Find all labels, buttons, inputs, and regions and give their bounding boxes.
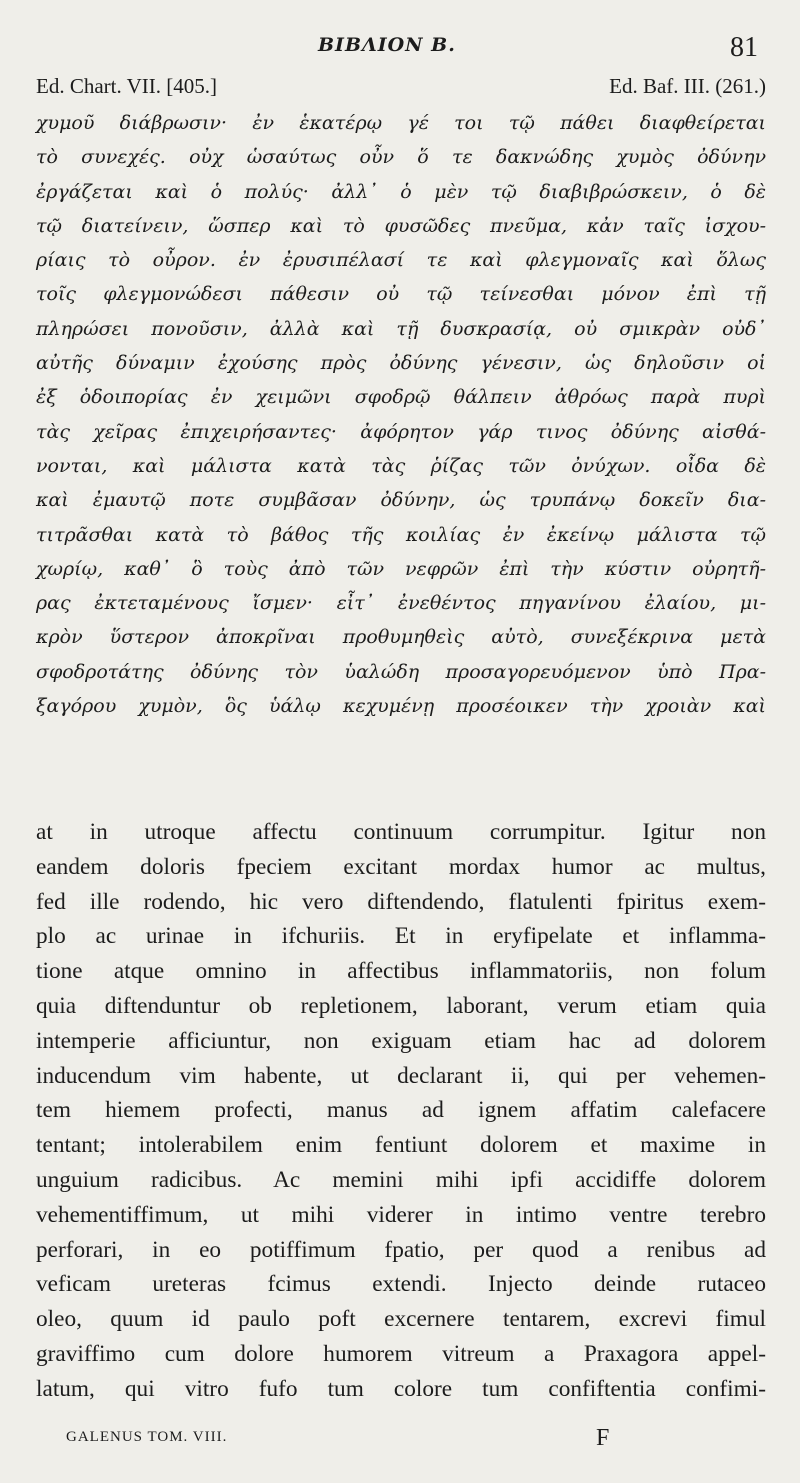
greek-text-block xyxy=(36,106,766,723)
greek-line: νονται, καὶ μάλιστα κατὰ τὰς ῥίζας τῶν ὀνύχων. οἶδα δὲ xyxy=(36,454,766,477)
page-number: 81 xyxy=(730,32,758,63)
running-head xyxy=(0,32,800,62)
edition-ref-basel: Ed. Baf. III. (261.) xyxy=(609,74,766,98)
greek-line: τὰς χεῖρας ἐπιχειρήσαντες· ἀφόρητον γάρ τινος ὀδύνης αἰσθά- xyxy=(36,420,766,443)
footer-signature: GALENUS TOM. VIII. xyxy=(66,1429,228,1445)
greek-line: ἐργάζεται καὶ ὁ πολύς· ἀλλ᾽ ὁ μὲν τῷ διαβιβρώσκειν, ὁ δὲ xyxy=(36,180,766,203)
edition-ref-chartier: Ed. Chart. VII. [405.] xyxy=(36,74,217,98)
running-head-title: BIBΛΙΟΝ B. xyxy=(318,34,456,56)
footer-signature-mark: F xyxy=(596,1425,610,1451)
latin-line: vehementiffimum, ut mihi viderer in intimo ventre terebro xyxy=(36,1201,766,1228)
greek-line: ἐξ ὁδοιπορίας ἐν χειμῶνι σφοδρῷ θάλπειν ἀθρόως παρὰ πυρὶ xyxy=(36,386,766,409)
greek-line: χυμοῦ διάβρωσιν· ἐν ἑκατέρῳ γέ τοι τῷ πάθει διαφθείρεται xyxy=(36,112,766,134)
latin-line: oleo, quum id paulo poft excernere tentarem, excrevi fimul xyxy=(36,1306,766,1333)
greek-line: τοῖς φλεγμονώδεσι πάθεσιν οὐ τῷ τείνεσθαι μόνον ἐπὶ τῇ xyxy=(36,283,766,306)
latin-line: intemperie afficiuntur, non exiguam etiam hac ad dolorem xyxy=(36,1027,766,1054)
latin-line: unguium radicibus. Ac memini mihi ipfi accidiffe dolorem xyxy=(36,1166,766,1193)
latin-line: plo ac urinae in ifchuriis. Et in eryfipelate et inflamma- xyxy=(36,923,766,950)
latin-line: at in utroque affectu continuum corrumpitur. Igitur non xyxy=(36,819,766,845)
greek-line: ξαγόρου χυμὸν, ὃς ὑάλῳ κεχυμένῃ προσέοικεν τὴν χροιὰν καὶ xyxy=(36,695,766,718)
greek-line: τὸ συνεχές. οὐχ ὡσαύτως οὖν ὅ τε δακνώδης χυμὸς ὀδύνην xyxy=(36,146,766,169)
latin-line: tentant; intolerabilem enim fentiunt dolorem et maxime in xyxy=(36,1132,766,1159)
greek-line: αὐτῆς δύναμιν ἐχούσης πρὸς ὀδύνης γένεσιν, ὡς δηλοῦσιν οἱ xyxy=(36,352,766,375)
latin-line: fed ille rodendo, hic vero diftendendo, flatulenti fpiritus exem- xyxy=(36,888,766,915)
greek-line: τιτρᾶσθαι κατὰ τὸ βάθος τῆς κοιλίας ἐν ἐκείνῳ μάλιστα τῷ xyxy=(36,523,766,546)
greek-line: τῷ διατείνειν, ὥσπερ καὶ τὸ φυσῶδες πνεῦμα, κἀν ταῖς ἰσχου- xyxy=(36,214,766,237)
greek-line: σφοδροτάτης ὀδύνης τὸν ὑαλώδη προσαγορευόμενον ὑπὸ Πρα- xyxy=(36,660,766,683)
greek-line: ρίαις τὸ οὖρον. ἐν ἐρυσιπέλασί τε καὶ φλεγμοναῖς καὶ ὅλως xyxy=(36,249,766,272)
greek-line: πληρώσει πονοῦσιν, ἀλλὰ καὶ τῇ δυσκρασίᾳ, οὐ σμικρὰν οὐδ᾽ xyxy=(36,317,766,340)
latin-line: tione atque omnino in affectibus inflammatoriis, non folum xyxy=(36,958,766,985)
latin-line: tem hiemem profecti, manus ad ignem affatim calefacere xyxy=(36,1097,766,1124)
greek-line: καὶ ἐμαυτῷ ποτε συμβᾶσαν ὀδύνην, ὡς τρυπάνῳ δοκεῖν δια- xyxy=(36,489,766,512)
edition-references xyxy=(36,74,766,104)
latin-line: latum, qui vitro fufo tum colore tum confiftentia confimi- xyxy=(36,1375,766,1402)
greek-line: χωρίῳ, καθ᾽ ὃ τοὺς ἀπὸ τῶν νεφρῶν ἐπὶ τὴν κύστιν οὐρητῆ- xyxy=(36,557,766,580)
latin-line: eandem doloris fpeciem excitant mordax humor ac multus, xyxy=(36,853,766,880)
latin-line: inducendum vim habente, ut declarant ii, qui per vehemen- xyxy=(36,1062,766,1089)
latin-line: perforari, in eo potiffimum fpatio, per quod a renibus ad xyxy=(36,1236,766,1263)
latin-text-block xyxy=(36,815,766,1407)
greek-line: ρας ἐκτεταμένους ἴσμεν· εἶτ᾽ ἐνεθέντος πηγανίνου ἐλαίου, μι- xyxy=(36,592,766,615)
latin-line: quia diftenduntur ob repletionem, laborant, verum etiam quia xyxy=(36,992,766,1019)
latin-line: graviffimo cum dolore humorem vitreum a Praxagora appel- xyxy=(36,1340,766,1367)
page-footer xyxy=(66,1425,766,1455)
greek-line: κρὸν ὕστερον ἀποκρῖναι προθυμηθεὶς αὐτὸ, συνεξέκρινα μετὰ xyxy=(36,626,766,649)
latin-line: veficam ureteras fcimus extendi. Injecto deinde rutaceo xyxy=(36,1271,766,1298)
